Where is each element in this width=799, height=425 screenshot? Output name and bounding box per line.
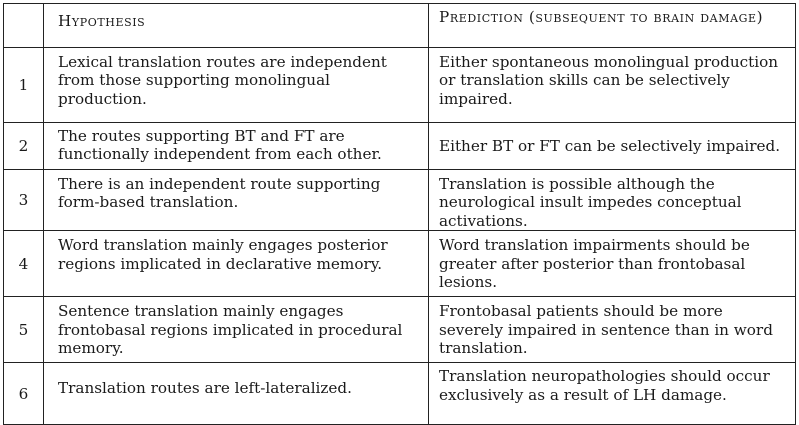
row-number: 1 — [4, 48, 44, 123]
table-row — [4, 123, 796, 170]
hypothesis-cell: Lexical translation routes are independent from those supporting monolingual production. — [44, 48, 429, 123]
row-number: 2 — [4, 123, 44, 170]
table-row — [4, 231, 796, 297]
hypothesis-cell: Translation routes are left-lateralized. — [44, 363, 429, 425]
hypothesis-table — [3, 3, 796, 425]
row-number: 6 — [4, 363, 44, 425]
header-hypothesis-cell — [44, 4, 429, 48]
hypothesis-cell: Sentence translation mainly engages frontobasal regions implicated in procedural memory. — [44, 297, 429, 363]
header-number-cell — [4, 4, 44, 48]
hypothesis-cell: There is an independent route supporting form-based translation. — [44, 170, 429, 231]
table-row — [4, 363, 796, 425]
row-number: 4 — [4, 231, 44, 297]
row-number: 5 — [4, 297, 44, 363]
row-number: 3 — [4, 170, 44, 231]
table-row — [4, 297, 796, 363]
prediction-cell: Translation is possible although the neurological insult impedes conceptual activations. — [429, 170, 796, 231]
table-row — [4, 170, 796, 231]
prediction-cell: Either BT or FT can be selectively impaired. — [429, 123, 796, 170]
header-prediction-cell — [429, 4, 796, 48]
prediction-cell: Either spontaneous monolingual production or translation skills can be selectively impaired. — [429, 48, 796, 123]
header-row — [4, 4, 796, 48]
table-row — [4, 48, 796, 123]
prediction-cell: Word translation impairments should be greater after posterior than frontobasal lesions. — [429, 231, 796, 297]
hypothesis-cell: The routes supporting BT and FT are functionally independent from each other. — [44, 123, 429, 170]
header-hypothesis: Hypothesis — [58, 12, 146, 30]
prediction-cell: Translation neuropathologies should occur exclusively as a result of LH damage. — [429, 363, 796, 425]
hypothesis-cell: Word translation mainly engages posterior regions implicated in declarative memory. — [44, 231, 429, 297]
header-prediction: Prediction (subsequent to brain damage) — [439, 8, 764, 26]
prediction-cell: Frontobasal patients should be more severely impaired in sentence than in word translation. — [429, 297, 796, 363]
